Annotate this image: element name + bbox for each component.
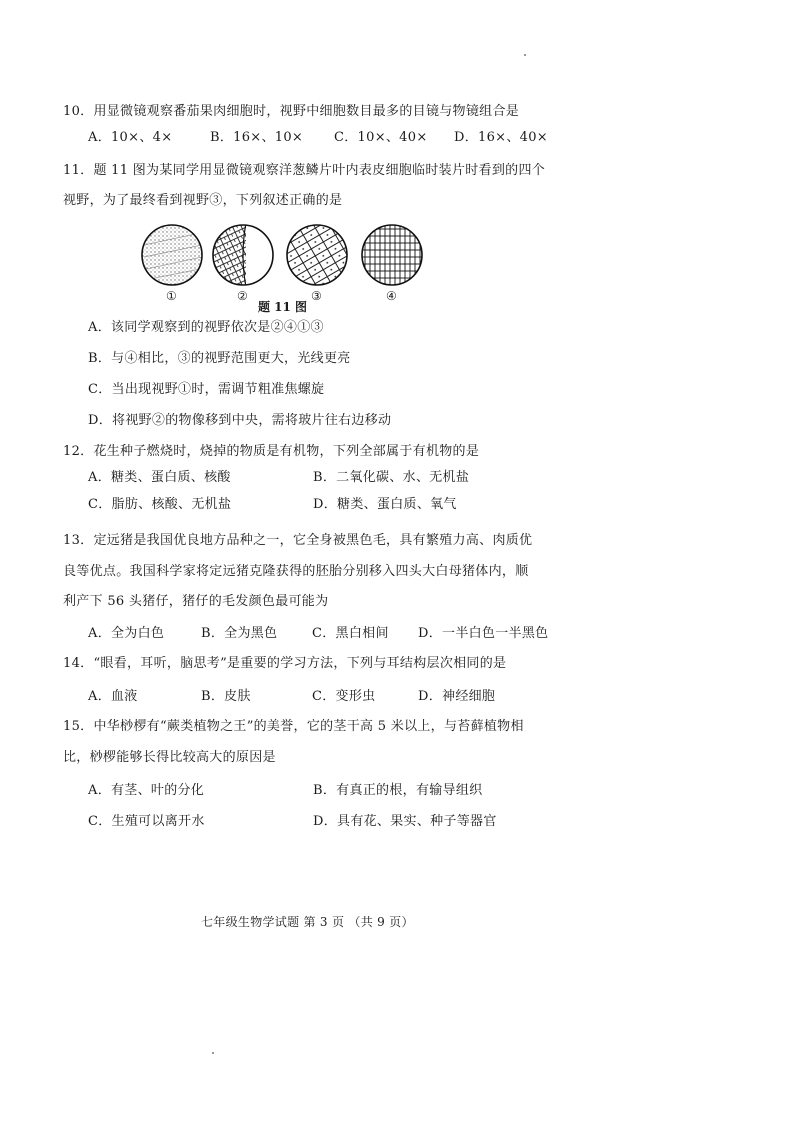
question-15-stem-line1: 15．中华桫椤有“蕨类植物之王”的美誉，它的茎干高 5 米以上，与苔藓植物相 (63, 719, 524, 734)
question-11-stem-line2: 视野，为了最终看到视野③，下列叙述正确的是 (63, 193, 343, 208)
question-13-option-b: B．全为黑色 (201, 626, 278, 641)
question-12-stem: 12．花生种子燃烧时，烧掉的物质是有机物，下列全部属于有机物的是 (63, 444, 480, 459)
question-11-option-a: A．该同学观察到的视野依次是②④①③ (88, 320, 324, 335)
question-15-option-a: A．有茎、叶的分化 (88, 783, 205, 798)
question-10-option-d: D．16×、40× (454, 130, 548, 145)
question-12-option-b: B．二氧化碳、水、无机盐 (313, 470, 470, 485)
view-4-label: ④ (386, 289, 397, 303)
microscope-views-illustration (130, 215, 430, 295)
page-footer: 七年级生物学试题 第 3 页 （共 9 页） (201, 915, 414, 929)
question-12-option-c: C．脂肪、核酸、无机盐 (88, 497, 232, 512)
question-13-stem-line1: 13．定远猪是我国优良地方品种之一，它全身被黑色毛，具有繁殖力高、肉质优 (63, 533, 533, 548)
question-14-stem: 14．“眼看，耳听，脑思考”是重要的学习方法，下列与耳结构层次相同的是 (63, 656, 507, 671)
question-15-option-b: B．有真正的根，有输导组织 (313, 783, 483, 798)
question-13-stem-line3: 利产下 56 头猪仔，猪仔的毛发颜色最可能为 (63, 594, 329, 609)
view-1-label: ① (166, 289, 177, 303)
question-14-option-b: B．皮肤 (201, 689, 251, 704)
question-10-option-c: C．10×、40× (334, 130, 428, 145)
scan-speck (524, 54, 526, 56)
view-2-circle (212, 223, 273, 287)
question-15-stem-line2: 比，桫椤能够长得比较高大的原因是 (63, 750, 276, 765)
question-14-option-d: D．神经细胞 (418, 689, 496, 704)
question-13-option-a: A．全为白色 (88, 626, 165, 641)
question-15-option-d: D．具有花、果实、种子等器官 (313, 814, 497, 829)
view-2-label: ② (237, 289, 248, 303)
question-11-option-d: D．将视野②的物像移到中央，需将玻片往右边移动 (88, 413, 392, 428)
figure-11-caption: 题 11 图 (258, 300, 308, 314)
question-14-option-c: C．变形虫 (312, 689, 376, 704)
question-13-stem-line2: 良等优点。我国科学家将定远猪克隆获得的胚胎分别移入四头大白母猪体内，顺 (63, 564, 529, 579)
question-14-option-a: A．血液 (88, 689, 138, 704)
question-13-option-d: D．一半白色一半黑色 (418, 626, 549, 641)
question-11-option-c: C．当出现视野①时，需调节粗准焦螺旋 (88, 382, 325, 397)
view-3-circle (285, 223, 349, 287)
question-11-stem-line1: 11．题 11 图为某同学用显微镜观察洋葱鳞片叶内表皮细胞临时装片时看到的四个 (63, 163, 546, 178)
question-12-option-a: A．糖类、蛋白质、核酸 (88, 470, 231, 485)
view-3-label: ③ (311, 289, 322, 303)
question-15-option-c: C．生殖可以离开水 (88, 814, 205, 829)
question-10-stem: 10．用显微镜观察番茄果肉细胞时，视野中细胞数目最多的目镜与物镜组合是 (63, 104, 520, 119)
view-1-circle (140, 223, 204, 287)
view-4-circle (360, 223, 424, 287)
question-10-option-b: B．16×、10× (210, 130, 304, 145)
scan-speck (212, 1052, 214, 1054)
question-10-option-a: A．10×、4× (88, 130, 173, 145)
question-11-option-b: B．与④相比，③的视野范围更大，光线更亮 (88, 351, 351, 366)
question-13-option-c: C．黑白相间 (312, 626, 389, 641)
question-12-option-d: D．糖类、蛋白质、氧气 (313, 497, 457, 512)
